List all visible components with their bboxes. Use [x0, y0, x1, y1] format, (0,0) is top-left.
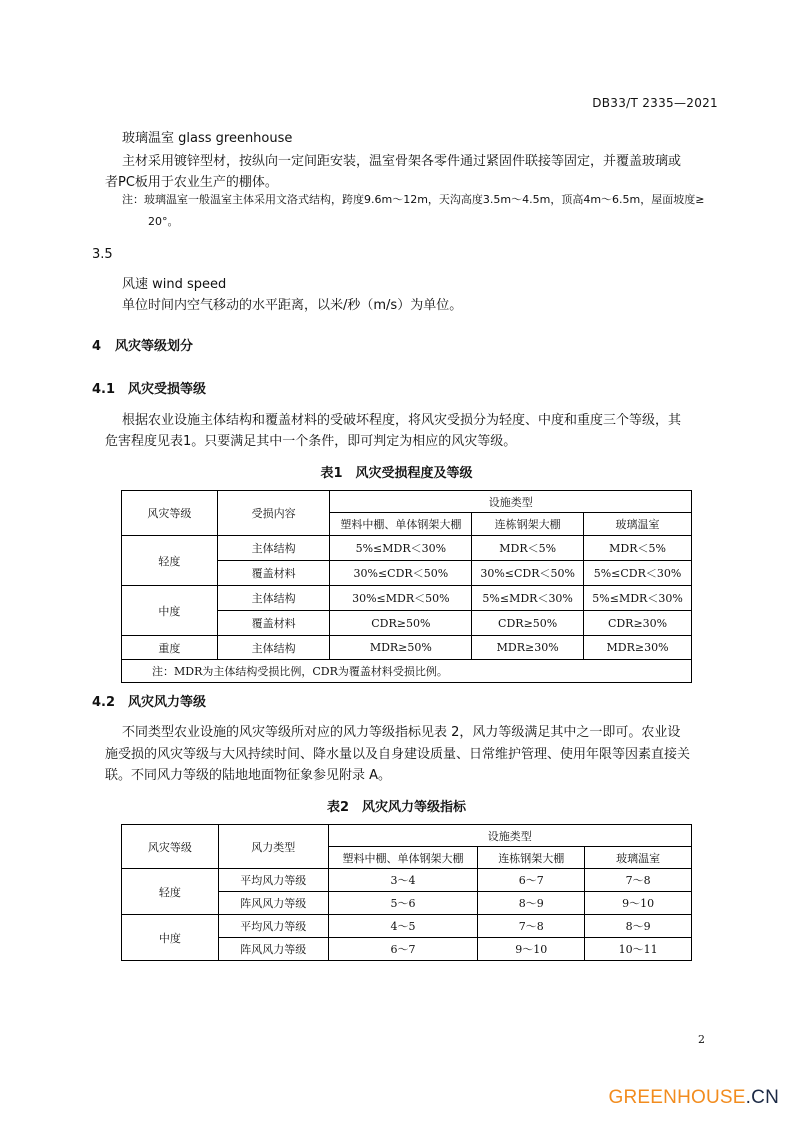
header-content: 受损内容 [217, 491, 330, 536]
header-level: 风灾等级 [122, 825, 219, 869]
value-cell: 30%≤MDR＜50% [330, 586, 472, 611]
header-col: 连栋钢架大棚 [478, 847, 585, 869]
value-cell: 8～9 [478, 892, 585, 915]
paragraph-line: 不同类型农业设施的风灾等级所对应的风力等级指标见表 2，风力等级满足其中之一即可。农业设 [122, 725, 681, 740]
content-cell: 主体结构 [217, 586, 330, 611]
value-cell: 5%≤MDR＜30% [472, 586, 584, 611]
value-cell: 9～10 [478, 938, 585, 961]
value-cell: MDR≥50% [330, 636, 472, 660]
table1-caption: 表1 风灾受损程度及等级 [320, 466, 473, 481]
content-cell: 覆盖材料 [217, 561, 330, 586]
table-row [122, 915, 692, 938]
watermark-text: GREENHOUSE [608, 1087, 746, 1108]
header-facility-type: 设施类型 [328, 825, 691, 847]
term-definition-line: 主材采用镀锌型材，按纵向一定间距安装，温室骨架各零件通过紧固件联接等固定，并覆盖玻璃或 [122, 154, 682, 169]
document-id: DB33/T 2335—2021 [592, 96, 718, 110]
value-cell: 5～6 [328, 892, 478, 915]
value-cell: MDR＜5% [472, 536, 584, 561]
header-col: 塑料中棚、单体钢架大棚 [328, 847, 478, 869]
value-cell: 6～7 [478, 869, 585, 892]
content-cell: 覆盖材料 [217, 611, 330, 636]
value-cell: 5%≤CDR＜30% [584, 561, 692, 586]
level-cell: 轻度 [122, 869, 219, 915]
term-title-wind-speed: 风速 wind speed [122, 277, 227, 292]
value-cell: MDR＜5% [584, 536, 692, 561]
value-cell: 4～5 [328, 915, 478, 938]
wind-type-cell: 平均风力等级 [218, 915, 328, 938]
value-cell: CDR≥50% [472, 611, 584, 636]
header-facility-type: 设施类型 [330, 491, 692, 513]
term-definition: 单位时间内空气移动的水平距离，以米/秒（m/s）为单位。 [122, 298, 463, 313]
value-cell: MDR≥30% [472, 636, 584, 660]
value-cell: 7～8 [585, 869, 692, 892]
wind-type-cell: 平均风力等级 [218, 869, 328, 892]
value-cell: 30%≤CDR＜50% [330, 561, 472, 586]
value-cell: 5%≤MDR＜30% [330, 536, 472, 561]
table-row [122, 869, 692, 892]
table-row [122, 636, 692, 660]
subsection-number: 4.2 [92, 695, 116, 710]
table2-caption: 表2 风灾风力等级指标 [326, 800, 467, 815]
header-level: 风灾等级 [122, 491, 218, 536]
subsection-number: 4.1 [92, 382, 116, 397]
section-title: 风灾等级划分 [115, 339, 194, 354]
watermark-suffix: .CN [745, 1087, 779, 1108]
watermark-logo [609, 1087, 779, 1109]
value-cell: 3～4 [328, 869, 478, 892]
value-cell: 9～10 [585, 892, 692, 915]
term-note-line: 20°。 [148, 215, 179, 228]
table-row [122, 536, 692, 561]
value-cell: 5%≤MDR＜30% [584, 586, 692, 611]
value-cell: MDR≥30% [584, 636, 692, 660]
paragraph-line: 危害程度见表1。只要满足其中一个条件，即可判定为相应的风灾等级。 [105, 434, 517, 449]
wind-type-cell: 阵风风力等级 [218, 938, 328, 961]
paragraph-line: 施受损的风灾等级与大风持续时间、降水量以及自身建设质量、日常维护管理、使用年限等因素直接关 [105, 747, 691, 762]
header-col: 玻璃温室 [584, 513, 692, 536]
header-col: 连栋钢架大棚 [472, 513, 584, 536]
table1-note: 注：MDR为主体结构受损比例，CDR为覆盖材料受损比例。 [122, 660, 692, 683]
table-damage-level [121, 490, 692, 683]
term-note-line: 注：玻璃温室一般温室主体采用文洛式结构，跨度9.6m～12m，天沟高度3.5m～4.5m，顶高4m～6.5m，屋面坡度≥ [122, 193, 705, 206]
level-cell: 轻度 [122, 536, 218, 586]
value-cell: 8～9 [585, 915, 692, 938]
table-wind-level [121, 824, 692, 961]
value-cell: CDR≥50% [330, 611, 472, 636]
term-number: 3.5 [92, 247, 113, 262]
level-cell: 重度 [122, 636, 218, 660]
paragraph-line: 根据农业设施主体结构和覆盖材料的受破坏程度，将风灾受损分为轻度、中度和重度三个等级，其 [122, 413, 682, 428]
header-col: 玻璃温室 [585, 847, 692, 869]
header-col: 塑料中棚、单体钢架大棚 [330, 513, 472, 536]
subsection-title: 风灾受损等级 [128, 382, 207, 397]
level-cell: 中度 [122, 586, 218, 636]
header-wind-type: 风力类型 [218, 825, 328, 869]
table-row [122, 586, 692, 611]
value-cell: 30%≤CDR＜50% [472, 561, 584, 586]
value-cell: CDR≥30% [584, 611, 692, 636]
value-cell: 7～8 [478, 915, 585, 938]
page-number: 2 [698, 1033, 705, 1046]
paragraph-line: 联。不同风力等级的陆地地面物征象参见附录 A。 [105, 768, 392, 783]
level-cell: 中度 [122, 915, 219, 961]
content-cell: 主体结构 [217, 636, 330, 660]
term-title-glass-greenhouse: 玻璃温室 glass greenhouse [122, 131, 293, 146]
value-cell: 6～7 [328, 938, 478, 961]
subsection-title: 风灾风力等级 [128, 695, 207, 710]
content-cell: 主体结构 [217, 536, 330, 561]
section-number: 4 [92, 339, 102, 354]
term-definition-line: 者PC板用于农业生产的棚体。 [105, 175, 278, 190]
wind-type-cell: 阵风风力等级 [218, 892, 328, 915]
value-cell: 10～11 [585, 938, 692, 961]
